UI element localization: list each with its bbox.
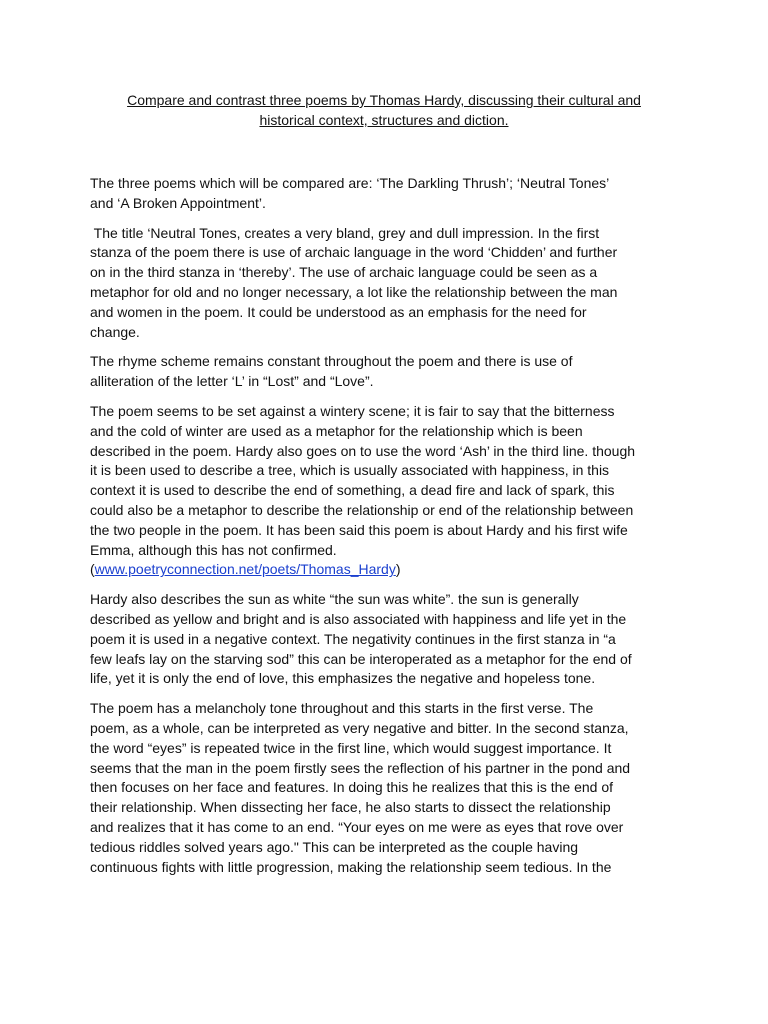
- text-line: then focuses on her face and features. In doing this he realizes that this is the end of: [90, 779, 613, 796]
- text-line: few leafs lay on the starving sod” this can be interoperated as a metaphor for the end of: [90, 650, 632, 667]
- text-line: The three poems which will be compared are: ‘The Darkling Thrush’; ‘Neutral Tones’: [90, 175, 610, 191]
- text-line: the two people in the poem. It has been said this poem is about Hardy and his first wife: [90, 521, 628, 538]
- text-line: context it is used to describe the end of something, a dead fire and lack of spark, this: [90, 482, 615, 499]
- essay-title: [90, 90, 678, 130]
- text-line: life, yet it is only the end of love, this emphasizes the negative and hopeless tone.: [90, 670, 596, 687]
- text-line: could also be a metaphor to describe the relationship or end of the relationship between: [90, 501, 634, 518]
- title-line: historical context, structures and diction.: [259, 112, 509, 128]
- text-line: tedious riddles solved years ago." This can be interpreted as the couple having: [90, 838, 579, 855]
- text-line: their relationship. When dissecting her face, he also starts to dissect the relationship: [90, 799, 611, 816]
- text-line: The poem has a melancholy tone throughout and this starts in the first verse. The: [90, 700, 594, 717]
- text-line: continuous fights with little progression, making the relationship seem tedious. In the: [90, 858, 612, 875]
- paragraph-intro: [90, 174, 682, 214]
- text-line: stanza of the poem there is use of archaic language in the word ‘Chidden’ and further: [90, 244, 618, 261]
- text-line: it is been used to describe a tree, which is usually associated with happiness, in this: [90, 462, 610, 479]
- text-line: poem, as a whole, can be interpreted as very negative and bitter. In the second stanza,: [90, 719, 629, 736]
- text-line: described as yellow and bright and is also associated with happiness and life yet in the: [90, 610, 627, 627]
- text-line: and realizes that it has come to an end. “Your eyes on me were as eyes that rove over: [90, 818, 624, 835]
- text-line: described in the poem. Hardy also goes on to use the word ‘Ash’ in the third line. though: [90, 442, 636, 459]
- text-line: and the cold of winter are used as a metaphor for the relationship which is been: [90, 422, 583, 439]
- text-line: metaphor for old and no longer necessary, a lot like the relationship between the man: [90, 283, 618, 300]
- paragraph-rhyme: [90, 352, 682, 392]
- text-line: Emma, although this has not confirmed.: [90, 541, 337, 558]
- text-line: The title ‘Neutral Tones, creates a very bland, grey and dull impression. In the first: [90, 224, 600, 241]
- title-line: Compare and contrast three poems by Thomas Hardy, discussing their cultural and: [127, 92, 641, 108]
- paragraph-title-analysis: [90, 224, 682, 343]
- text-line: change.: [90, 323, 140, 340]
- text-line: alliteration of the letter ‘L’ in “Lost” and “Love”.: [90, 373, 374, 390]
- citation-open: (: [90, 561, 95, 578]
- source-citation: [90, 560, 682, 580]
- text-line: on in the third stanza in ‘thereby’. The use of archaic language could be seen as a: [90, 264, 598, 281]
- essay-body: [90, 174, 682, 887]
- source-link[interactable]: www.poetryconnection.net/poets/Thomas_Hardy: [94, 561, 396, 578]
- paragraph-sun: [90, 590, 682, 689]
- citation-close: ): [395, 561, 401, 578]
- text-line: and women in the poem. It could be understood as an emphasis for the need for: [90, 303, 587, 320]
- paragraph-tone: [90, 699, 682, 877]
- text-line: and ‘A Broken Appointment’.: [90, 194, 266, 211]
- text-line: The poem seems to be set against a wintery scene; it is fair to say that the bitterness: [90, 402, 615, 419]
- text-line: Hardy also describes the sun as white “the sun was white”. the sun is generally: [90, 591, 579, 608]
- text-line: seems that the man in the poem firstly sees the reflection of his partner in the pond and: [90, 759, 631, 776]
- text-line: the word “eyes” is repeated twice in the first line, which would suggest importance. It: [90, 739, 612, 756]
- text-line: poem it is used in a negative context. The negativity continues in the first stanza in “a: [90, 630, 616, 647]
- paragraph-winter: [90, 402, 682, 580]
- text-line: The rhyme scheme remains constant throughout the poem and there is use of: [90, 353, 573, 370]
